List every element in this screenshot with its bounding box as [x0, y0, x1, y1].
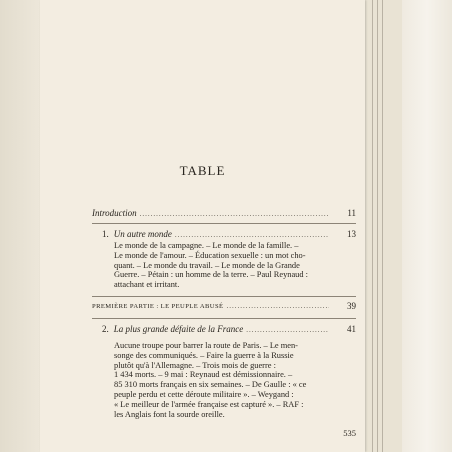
toc-entry-introduction: [92, 208, 332, 218]
leader-dots: [140, 210, 329, 218]
toc-page-number: 13: [347, 229, 356, 239]
page-edge: [372, 0, 373, 452]
leader-dots: [175, 231, 329, 239]
chapter-2-summary: [114, 341, 320, 419]
divider: [92, 296, 356, 297]
toc-entry-part-1: [92, 302, 332, 310]
summary-line: Aucune troupe pour barrer la route de Paris. – Le men-: [114, 341, 298, 350]
chapter-number: 1.: [102, 229, 109, 239]
divider: [92, 223, 356, 224]
summary-line: Guerre. – Pétain : un homme de la terre. – Paul Reynaud :: [114, 270, 308, 280]
chapter-number: 2.: [102, 324, 109, 334]
part-title: PREMIÈRE PARTIE : LE PEUPLE ABUSÉ: [92, 303, 224, 310]
toc-page-number: 41: [347, 324, 356, 334]
toc-entry-label: Introduction: [92, 208, 137, 218]
summary-line: 1 434 morts. – 9 mai : Reynaud est démissionnaire. –: [114, 370, 293, 380]
page-stack: [402, 0, 452, 452]
page-number: 535: [343, 428, 356, 438]
summary-line: peuple perdu et cette déroute militaire ». – Weygand :: [114, 389, 294, 399]
summary-line: quant. – Le monde du travail. – Le monde de la Grande: [114, 260, 300, 270]
toc-entry-chapter-2: [102, 324, 332, 334]
summary-line: songe des communiqués. – Faire la guerre à la Russie: [114, 350, 294, 360]
summary-line: les Anglais font la sourde oreille.: [114, 409, 225, 419]
toc-entry-chapter-1: [102, 229, 332, 239]
page-title: TABLE: [179, 163, 226, 178]
summary-line: Le monde de l'amour. – Éducation sexuelle : un mot cho-: [114, 250, 306, 260]
summary-line: 85 310 morts français en six semaines. – De Gaulle : « ce: [114, 380, 307, 390]
leader-dots: [226, 302, 329, 310]
leader-dots: [246, 326, 329, 334]
toc-page-number: 11: [347, 208, 356, 218]
summary-line: attachant et irritant.: [114, 280, 180, 290]
summary-line: Le monde de la campagne. – Le monde de la famille. –: [114, 241, 299, 250]
chapter-title: Un autre monde: [113, 229, 172, 239]
page-edge: [382, 0, 383, 452]
divider: [92, 318, 356, 319]
page-edge: [377, 0, 378, 452]
facing-page-shadow: [0, 0, 40, 452]
toc-page-number: 39: [347, 301, 356, 311]
summary-line: « Le meilleur de l'armée française est capturé ». – RAF :: [114, 399, 304, 409]
summary-line: plutôt qu'à l'Allemagne. – Trois mois de guerre :: [114, 360, 276, 370]
chapter-1-summary: [114, 241, 320, 290]
chapter-title: La plus grande défaite de la France: [113, 324, 244, 334]
